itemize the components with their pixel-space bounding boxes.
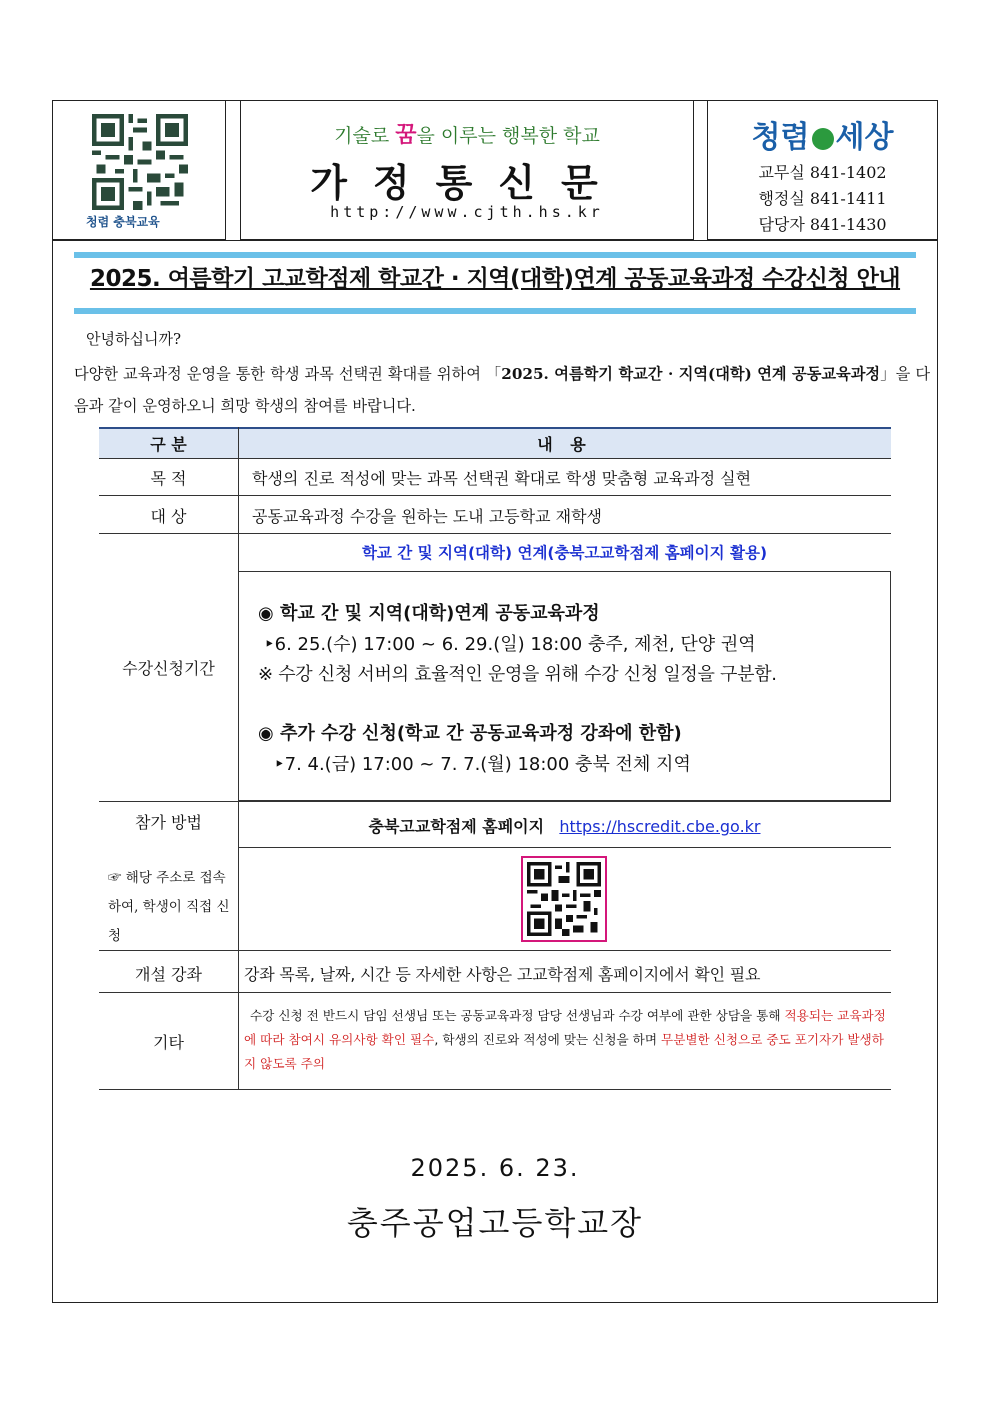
method-qr-code-icon[interactable] — [521, 856, 607, 942]
purpose-label: 목 적 — [150, 469, 187, 488]
issue-date: 2025. 6. 23. — [410, 1154, 580, 1182]
method-url-link[interactable]: https://hscredit.cbe.go.kr — [559, 817, 761, 836]
header-separator — [52, 240, 938, 241]
period-item2-date: ‣7. 4.(금) 17:00 ~ 7. 7.(월) 18:00 충북 전체 지역 — [274, 754, 691, 775]
row-divider — [99, 458, 891, 459]
intro-paragraph: 다양한 교육과정 운영을 통한 학생 과목 선택권 확대를 위하여 「2025. 여름학기 학교간 · 지역(대학) 연계 공동교육과정」을 다음과 같이 운영하오니 희망 학생의 참여를 바랍니다. — [74, 365, 930, 415]
row-divider — [99, 495, 891, 496]
etc-label: 기타 — [153, 1033, 184, 1052]
row-divider — [99, 992, 891, 993]
phone-line: 담당자 841-1430 — [758, 215, 887, 234]
method-label: 참가 방법 — [135, 813, 202, 832]
brand-circle-icon — [812, 128, 834, 150]
phone-line: 교무실 841-1402 — [758, 163, 887, 182]
etc-text: 수강 신청 전 반드시 담임 선생님 또는 공동교육과정 담당 선생님과 수강 여부에 관한 상담을 통해 적용되는 교육과정에 따라 참여시 유의사항 확인 필수, 학생의 진로와 적성에 맞는 신청을 하며 무분별한 신청으로 중도 포기자가 발생하지 않도록 주의 — [244, 1008, 886, 1071]
period-heading: 학교 간 및 지역(대학) 연계(충북고교학점제 홈페이지 활용) — [361, 544, 768, 562]
brand-logo: 청렴 세상 — [751, 120, 894, 155]
period-item1-note: ※ 수강 신청 서버의 효율적인 운영을 위해 수강 신청 일정을 구분함. — [258, 664, 777, 685]
table-bottom-border — [99, 1089, 891, 1090]
table-head-category: 구 분 — [150, 435, 187, 454]
newsletter-title: 가정통신문 — [310, 161, 624, 205]
qr-code-icon[interactable] — [92, 114, 188, 210]
period-label: 수강신청기간 — [122, 659, 215, 678]
period-item1-title: ◉ 학교 간 및 지역(대학)연계 공동교육과정 — [258, 603, 600, 624]
inner-divider — [238, 847, 891, 848]
course-text: 강좌 목록, 날짜, 시간 등 자세한 사항은 고교학점제 홈페이지에서 확인 필요 — [244, 965, 761, 984]
course-label: 개설 강좌 — [135, 965, 202, 984]
contact-phones — [707, 160, 938, 238]
row-divider — [99, 801, 891, 802]
school-url[interactable]: http://www.cjth.hs.kr — [330, 203, 604, 221]
qr-caption: 청렴 충북교육 — [86, 215, 160, 229]
purpose-text: 학생의 진로 적성에 맞는 과목 선택권 확대로 학생 맞춤형 교육과정 실현 — [252, 469, 752, 488]
target-text: 공동교육과정 수강을 원하는 도내 고등학교 재학생 — [252, 507, 603, 526]
document-title: 2025. 여름학기 고교학점제 학교간 · 지역(대학)연계 공동교육과정 수강신청 안내 — [89, 266, 901, 292]
row-divider — [99, 533, 891, 534]
method-site-name: 충북고교학점제 홈페이지 — [368, 817, 545, 836]
period-item1-date: ‣6. 25.(수) 17:00 ~ 6. 29.(일) 18:00 충주, 제천, 단양 권역 — [264, 634, 756, 655]
phone-line: 행정실 841-1411 — [758, 189, 887, 208]
greeting: 안녕하십니까? — [86, 330, 181, 348]
period-item2-title: ◉ 추가 수강 신청(학교 간 공동교육과정 강좌에 한함) — [258, 723, 682, 744]
method-site — [238, 814, 891, 837]
title-bar-bottom — [74, 308, 916, 314]
table-top-border — [99, 427, 891, 429]
target-label: 대 상 — [150, 507, 187, 526]
method-note: ☞ 해당 주소로 접속하여, 학생이 직접 신청 — [108, 870, 230, 944]
principal-signature: 충주공업고등학교장 — [346, 1204, 644, 1242]
school-slogan: 기술로 꿈을 이루는 행복한 학교 — [334, 122, 600, 148]
title-bar-top — [74, 252, 916, 258]
table-head-content: 내 용 — [537, 435, 592, 454]
